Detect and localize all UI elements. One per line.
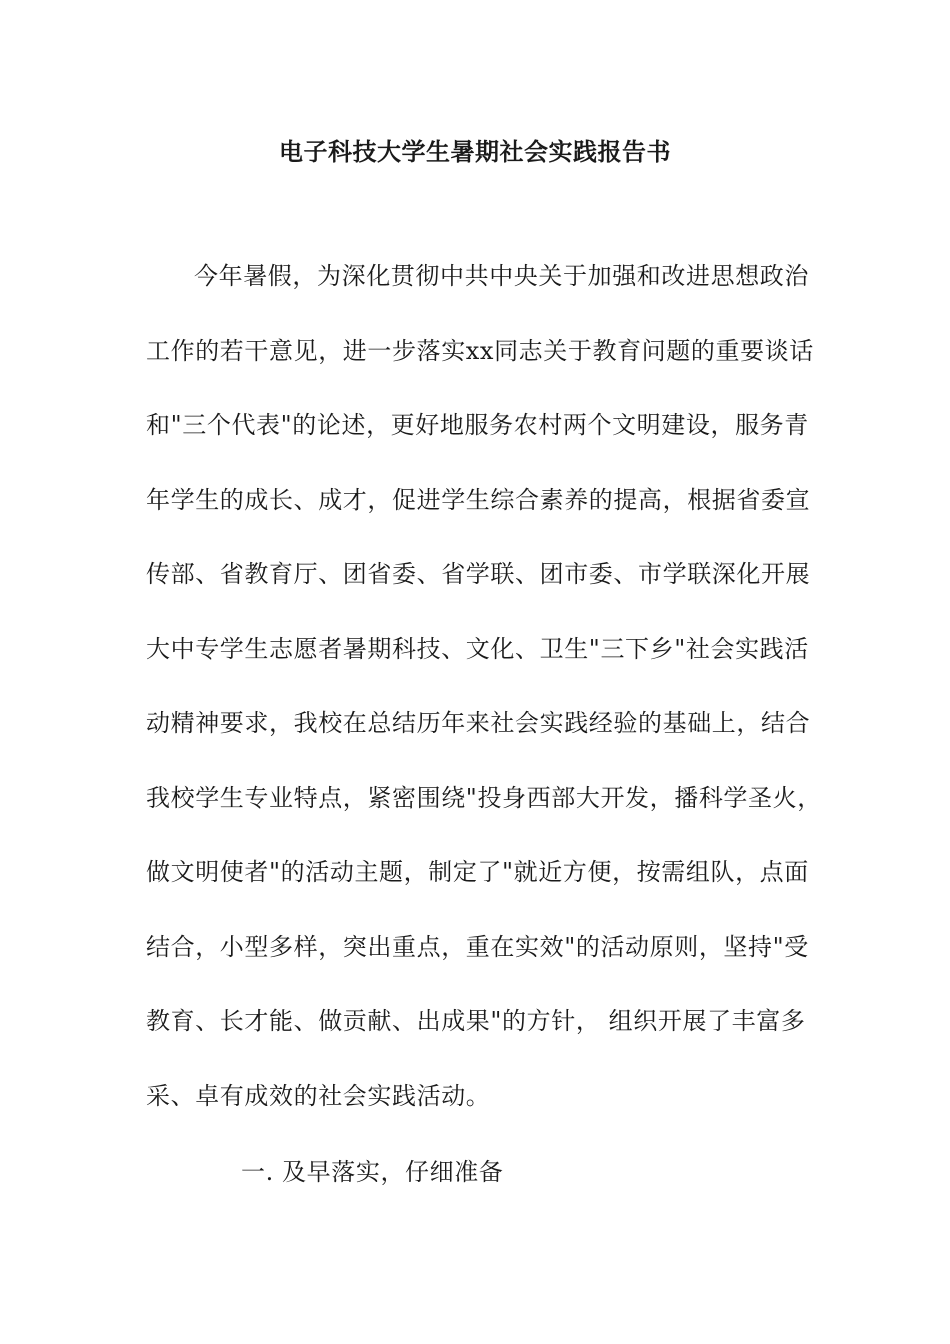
paragraph-line: 工作的若干意见，进一步落实xx同志关于教育问题的重要谈话 [146, 336, 814, 365]
paragraph-line: 采、卓有成效的社会实践活动。 [146, 1081, 491, 1110]
paragraph-line: 传部、省教育厅、团省委、省学联、团市委、市学联深化开展 [146, 560, 811, 588]
paragraph-line: 今年暑假，为深化贯彻中共中央关于加强和改进思想政治 [194, 262, 809, 290]
paragraph-line: 做文明使者"的活动主题，制定了"就近方便，按需组队，点面 [146, 858, 809, 886]
paragraph-line: 教育、长才能、做贡献、出成果"的方针， 组织开展了丰富多 [146, 1007, 806, 1035]
paragraph-line: 我校学生专业特点，紧密围绕"投身西部大开发，播科学圣火， [146, 783, 822, 812]
body-paragraph [146, 256, 822, 1150]
paragraph-line: 年学生的成长、成才，促进学生综合素养的提高，根据省委宣 [146, 485, 811, 514]
paragraph-line: 结合，小型多样，突出重点，重在实效"的活动原则，坚持"受 [146, 932, 809, 961]
section-heading: 一. 及早落实，仔细准备 [241, 1158, 504, 1186]
paragraph-line: 和"三个代表"的论述，更好地服务农村两个文明建设，服务青 [146, 411, 809, 439]
paragraph-line: 动精神要求，我校在总结历年来社会实践经验的基础上，结合 [146, 709, 811, 737]
document-title: 电子科技大学生暑期社会实践报告书 [279, 137, 671, 166]
paragraph-line: 大中专学生志愿者暑期科技、文化、卫生"三下乡"社会实践活 [146, 634, 809, 663]
